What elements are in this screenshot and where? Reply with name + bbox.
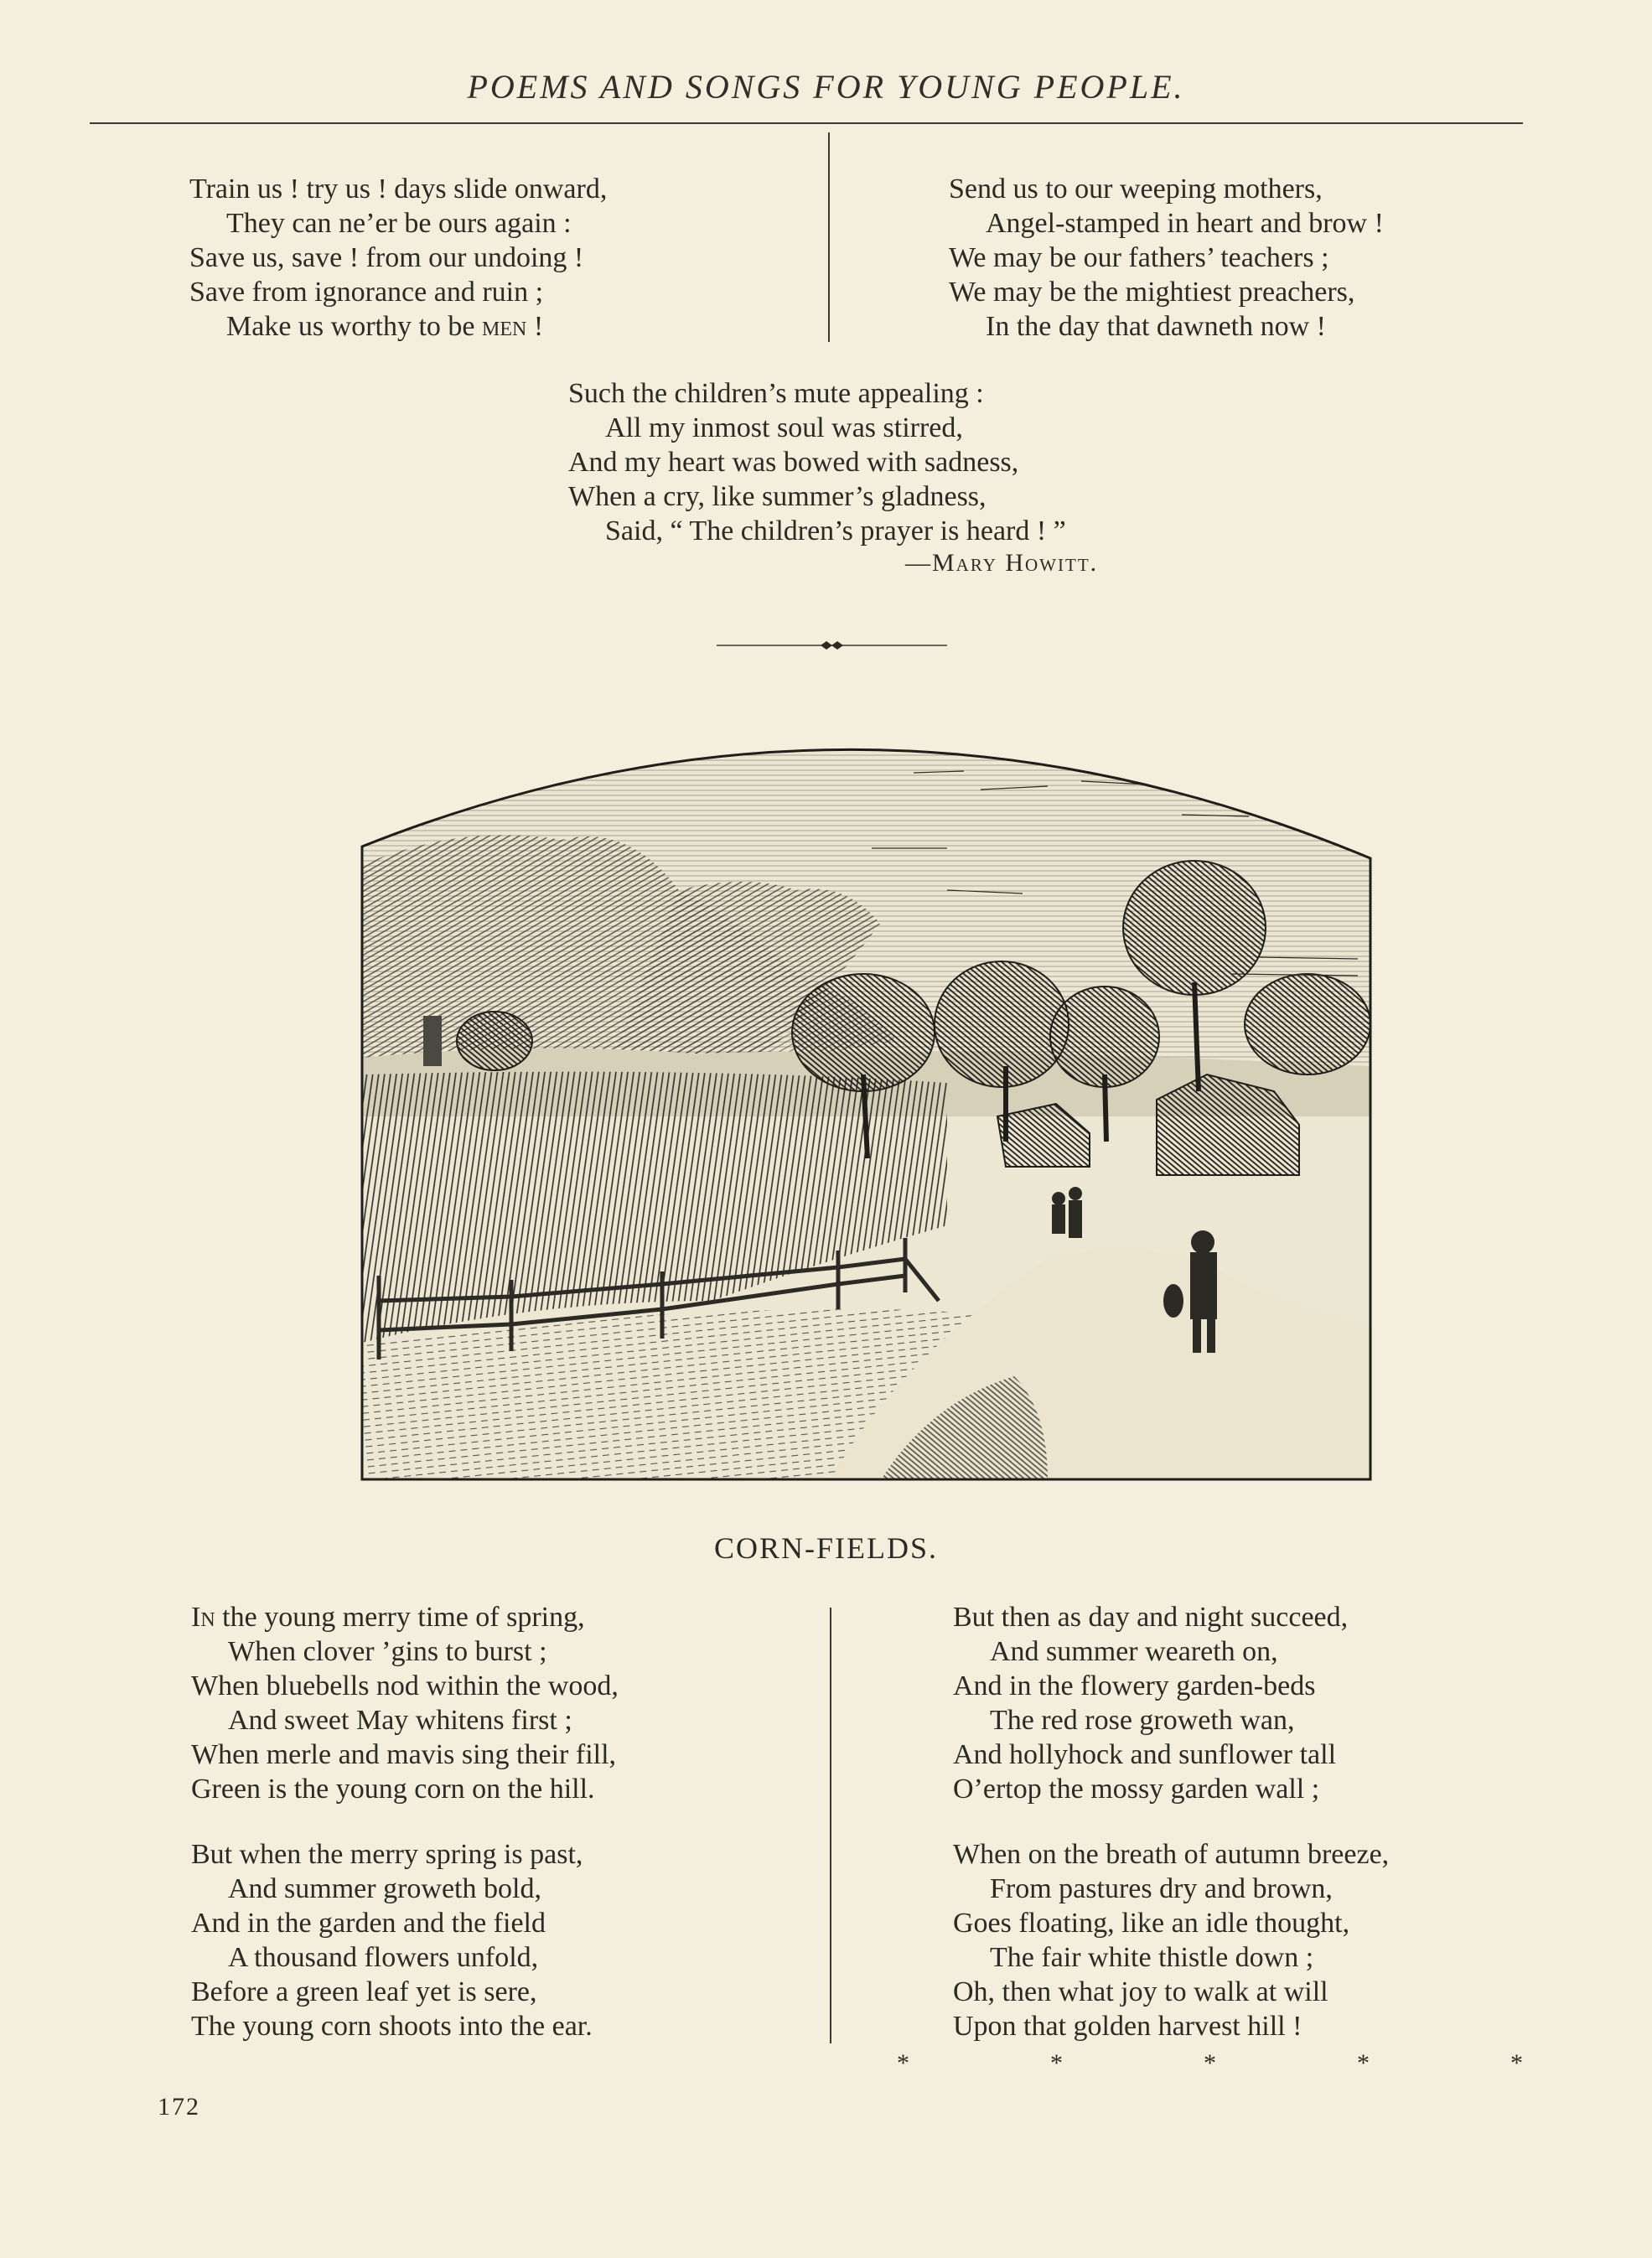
verse-line: O’ertop the mossy garden wall ; [953,1774,1320,1805]
poem2-left-stanza-2 [191,1837,593,2043]
verse-line: And my heart was bowed with sadness, [568,447,1019,478]
poem1-right-stanza [949,172,1384,344]
verse-line: And in the flowery garden-beds [953,1670,1316,1701]
poem1-left-stanza [189,172,607,344]
cornfield-engraving [360,722,1375,1481]
verse-line: When bluebells nod within the wood, [191,1670,619,1701]
poem-title: CORN-FIELDS. [713,1531,939,1565]
attribution: —Mary Howitt. [905,549,1099,577]
verse-line: Goes floating, like an idle thought, [953,1908,1350,1939]
verse-line: Train us ! try us ! days slide onward, [189,173,608,205]
verse-line: A thousand flowers unfold, [228,1942,539,1973]
section-ornament [717,637,947,654]
small-caps-word: men [482,311,527,342]
verse-line: The young corn shoots into the ear. [191,2011,593,2042]
running-head: POEMS AND SONGS FOR YOUNG PEOPLE. [467,68,1185,106]
verse-line: But when the merry spring is past, [191,1839,583,1870]
verse-line-end: ! [526,311,544,342]
poem2-right-stanza-2 [953,1837,1389,2043]
column-rule [830,1608,831,2043]
verse-line [189,309,607,344]
verse-line: Green is the young corn on the hill. [191,1774,595,1805]
verse-line: The red rose groweth wan, [990,1705,1295,1736]
poem1-closing-stanza [568,376,1066,548]
verse-line: And summer weareth on, [990,1636,1278,1667]
verse-line: When a cry, like summer’s gladness, [568,481,987,512]
star-glyph: * [1204,2049,1216,2077]
page-number: 172 [158,2093,200,2121]
verse-line-text: the young merry time of spring, [215,1602,585,1633]
verse-line: The fair white thistle down ; [990,1942,1314,1973]
verse-line: But then as day and night succeed, [953,1602,1349,1633]
star-glyph: * [1050,2049,1063,2077]
star-glyph: * [897,2049,909,2077]
verse-line: They can ne’er be ours again : [226,208,572,239]
poem2-right-stanza-1 [953,1600,1348,1806]
verse-line [191,1600,619,1634]
verse-line: Send us to our weeping mothers, [949,173,1323,205]
verse-line: Said, “ The children’s prayer is heard ! ” [605,515,1066,546]
verse-line: In the day that dawneth now ! [986,311,1326,342]
verse-line: Save us, save ! from our undoing ! [189,242,584,273]
star-glyph: * [1510,2049,1523,2077]
verse-line: When on the breath of autumn breeze, [953,1839,1390,1870]
verse-line: When merle and mavis sing their fill, [191,1739,617,1770]
verse-line: And summer groweth bold, [228,1873,541,1904]
verse-line: We may be the mightiest preachers, [949,277,1355,308]
verse-line: And hollyhock and sunflower tall [953,1739,1337,1770]
verse-line: When clover ’gins to burst ; [228,1636,547,1667]
verse-line: Oh, then what joy to walk at will [953,1976,1328,2007]
verse-line-text: Make us worthy to be [226,311,483,342]
poem2-left-stanza-1 [191,1600,619,1806]
verse-line: We may be our fathers’ teachers ; [949,242,1329,273]
verse-line: Angel-stamped in heart and brow ! [986,208,1384,239]
verse-line: All my inmost soul was stirred, [605,412,963,443]
header-rule [90,122,1523,124]
verse-line: Save from ignorance and ruin ; [189,277,544,308]
verse-line: From pastures dry and brown, [990,1873,1333,1904]
verse-line: And sweet May whitens first ; [228,1705,572,1736]
verse-line: Such the children’s mute appealing : [568,378,984,409]
section-stars [872,2049,1542,2083]
verse-line: And in the garden and the field [191,1908,546,1939]
verse-line: Upon that golden harvest hill ! [953,2011,1302,2042]
column-rule [828,132,830,342]
initial-word: In [191,1602,215,1633]
verse-line: Before a green leaf yet is sere, [191,1976,537,2007]
star-glyph: * [1357,2049,1370,2077]
